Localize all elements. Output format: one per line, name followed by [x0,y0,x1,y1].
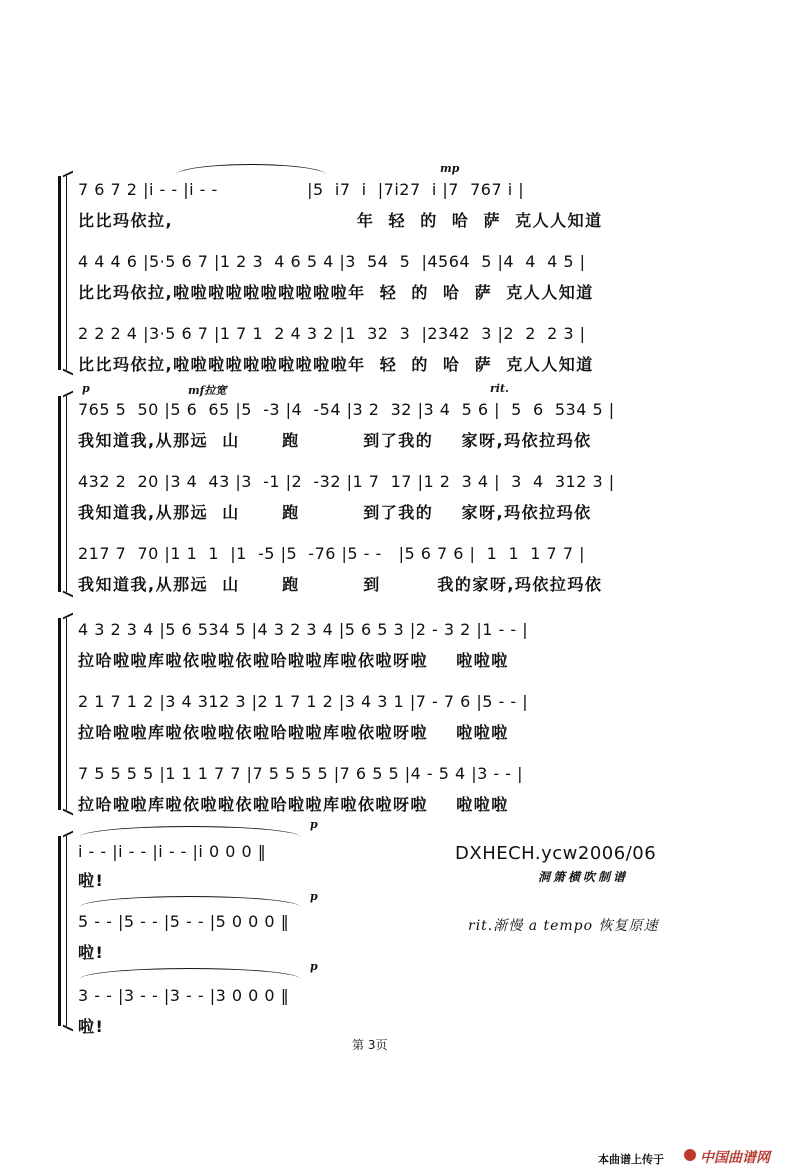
lyric-row: 啦! [78,943,105,962]
lyric-row: 拉哈啦啦库啦依啦啦依啦哈啦啦库啦依啦呀啦 啦啦啦 [78,795,509,814]
notation-row: 2 1 7 1 2 |3 4 312 3 |2 1 7 1 2 |3 4 3 1 |7 - 7 6 |5 - - | [78,692,529,711]
dynamic-mark: p [310,890,318,903]
lyric-row: 比比玛依拉,啦啦啦啦啦啦啦啦啦啦年 轻 的 哈 萨 克人人知道 [78,355,594,374]
notation-row: 2 2 2 4 |3·5 6 7 |1 7 1 2 4 3 2 |1 32 3 |2342 3 |2 2 2 3 | [78,324,586,343]
lyric-row: 比比玛依拉,啦啦啦啦啦啦啦啦啦啦年 轻 的 哈 萨 克人人知道 [78,283,594,302]
tie-arc [176,164,326,175]
notation-row: 7 6 7 2 |i - - |i - - |5 i7 i |7i27 i |7 767 i | [78,180,525,199]
lyric-row: 比比玛依拉, 年 轻 的 哈 萨 克人人知道 [78,211,603,230]
notation-row: 4 4 4 6 |5·5 6 7 |1 2 3 4 6 5 4 |3 54 5 |4564 5 |4 4 4 5 | [78,252,586,271]
lyric-row: 我知道我,从那远 山 跑 到 我的家呀,玛依拉玛依 [78,575,603,594]
lyric-row: 我知道我,从那远 山 跑 到了我的 家呀,玛依拉玛依 [78,503,592,522]
score-system-1 [58,162,728,380]
system-line [66,396,67,592]
notation-row: 3 - - |3 - - |3 - - |3 0 0 0 ‖ [78,986,290,1005]
site-logo-icon [684,1149,696,1161]
system-brace [58,618,77,810]
lyric-row: 啦! [78,1017,105,1036]
notation-row: 432 2 20 |3 4 43 |3 -1 |2 -32 |1 7 17 |1 2 3 4 | 3 4 312 3 | [78,472,615,491]
notation-row: 217 7 70 |1 1 1 |1 -5 |5 -76 |5 - - |5 6 7 6 | 1 1 1 7 7 | [78,544,585,563]
dynamic-mark: mf拉宽 [188,384,227,397]
tie-arc [80,968,300,979]
notation-row: 765 5 50 |5 6 65 |5 -3 |4 -54 |3 2 32 |3 4 5 6 | 5 6 534 5 | [78,400,615,419]
notation-row: 5 - - |5 - - |5 - - |5 0 0 0 ‖ [78,912,290,931]
system-brace [58,396,77,592]
dynamic-mark: p [310,818,318,831]
system-line [66,176,67,370]
score-system-2 [58,382,728,602]
tempo-note: rit.渐慢 a tempo 恢复原速 [468,918,659,934]
lyric-row: 拉哈啦啦库啦依啦啦依啦哈啦啦库啦依啦呀啦 啦啦啦 [78,723,509,742]
system-brace [58,176,77,370]
dynamic-mark: p [310,960,318,973]
lyric-row: 我知道我,从那远 山 跑 到了我的 家呀,玛依拉玛依 [78,431,592,450]
tie-arc [80,896,300,907]
page-number: 第 3页 [352,1038,388,1052]
notation-row: i - - |i - - |i - - |i 0 0 0 ‖ [78,842,267,861]
tie-arc [80,826,300,837]
dynamic-mark: mp [440,162,460,175]
notation-row: 4 3 2 3 4 |5 6 534 5 |4 3 2 3 4 |5 6 5 3 |2 - 3 2 |1 - - | [78,620,529,639]
site-logo[interactable]: 中国曲谱网 [700,1150,770,1166]
system-line [66,836,67,1026]
system-line [66,618,67,810]
score-system-4 [58,818,418,1040]
arranger-subtitle: 洞箫横吹制谱 [538,870,629,884]
system-brace [58,836,77,1026]
lyric-row: 啦! [78,871,105,890]
score-system-3 [58,612,728,822]
lyric-row: 拉哈啦啦库啦依啦啦依啦哈啦啦库啦依啦呀啦 啦啦啦 [78,651,509,670]
arranger-credit: DXHECH.ycw2006/06 [455,843,657,864]
tempo-mark: rit. [490,382,509,395]
notation-row: 7 5 5 5 5 |1 1 1 7 7 |7 5 5 5 5 |7 6 5 5 |4 - 5 4 |3 - - | [78,764,524,783]
footer-upload-text: 本曲谱上传于 [598,1153,664,1166]
dynamic-mark: p [82,382,90,395]
